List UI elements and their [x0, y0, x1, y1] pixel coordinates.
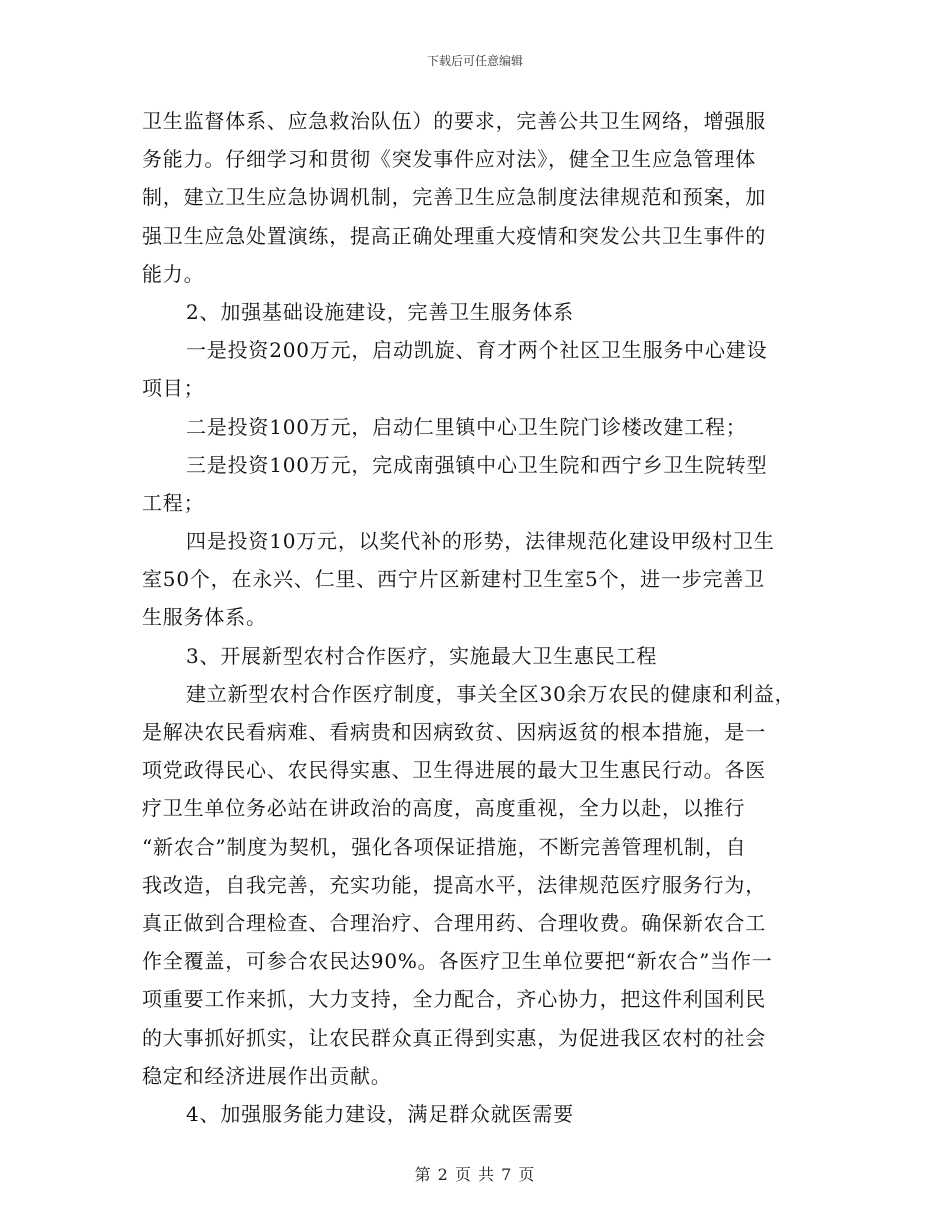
section-heading: 2、加强基础设施建设，完善卫生服务体系: [186, 299, 574, 324]
paragraph-line: 稳定和经济进展作出贡献。: [142, 1063, 392, 1088]
paragraph-line: 二是投资100万元，启动仁里镇中心卫生院门诊楼改建工程；: [186, 414, 747, 439]
page-number: 第 2 页 共 7 页: [414, 1165, 536, 1184]
paragraph-line: “新农合”制度为契机，强化各项保证措施，不断完善管理机制，自: [142, 834, 747, 859]
paragraph-line: 项重要工作来抓，大力支持，全力配合，齐心协力，把这件利国利民: [142, 987, 766, 1012]
section-heading: 4、加强服务能力建设，满足群众就医需要: [186, 1101, 574, 1126]
page-header: 下载后可任意编辑: [426, 54, 523, 68]
paragraph-line: 三是投资100万元，完成南强镇中心卫生院和西宁乡卫生院转型: [186, 452, 768, 477]
document-body: [142, 102, 832, 1133]
paragraph-line: 建立新型农村合作医疗制度，事关全区30余万农民的健康和利益，: [186, 681, 796, 706]
paragraph-line: 的大事抓好抓实，让农民群众真正得到实惠，为促进我区农村的社会: [142, 1025, 766, 1050]
section-heading: 3、开展新型农村合作医疗，实施最大卫生惠民工程: [186, 643, 658, 668]
paragraph-line: 是解决农民看病难、看病贵和因病致贫、因病返贫的根本措施，是一: [142, 720, 766, 744]
paragraph-line: 项党政得民心、农民得实惠、卫生得进展的最大卫生惠民行动。各医: [142, 758, 766, 783]
paragraph-line: 工程；: [142, 490, 205, 515]
paragraph-line: 强卫生应急处置演练，提高正确处理重大疫情和突发公共卫生事件的: [142, 223, 766, 248]
paragraph-line: 务能力。仔细学习和贯彻《突发事件应对法》，健全卫生应急管理体: [142, 147, 756, 172]
paragraph-line: 一是投资200万元，启动凯旋、育才两个社区卫生服务中心建设: [186, 338, 768, 363]
paragraph-line: 项目；: [142, 376, 205, 401]
paragraph-line: 生服务体系。: [142, 605, 267, 630]
paragraph-line: 作全覆盖，可参合农民达90%。各医疗卫生单位要把“新农合”当作一: [142, 949, 773, 974]
paragraph-line: 疗卫生单位务必站在讲政治的高度，高度重视，全力以赴，以推行: [142, 796, 746, 821]
paragraph-line: 能力。: [142, 261, 205, 286]
paragraph-line: 四是投资10万元，以奖代补的形势，法律规范化建设甲级村卫生: [186, 529, 775, 554]
paragraph-line: 制，建立卫生应急协调机制，完善卫生应急制度法律规范和预案，加: [142, 185, 766, 210]
paragraph-line: 真正做到合理检查、合理治疗、合理用药、合理收费。确保新农合工: [142, 910, 766, 935]
paragraph-line: 卫生监督体系、应急救治队伍）的要求，完善公共卫生网络，增强服: [142, 109, 766, 133]
paragraph-line: 我改造，自我完善，充实功能，提高水平，法律规范医疗服务行为，: [142, 872, 766, 897]
paragraph-line: 室50个，在永兴、仁里、西宁片区新建村卫生室5个，进一步完善卫: [142, 567, 765, 592]
